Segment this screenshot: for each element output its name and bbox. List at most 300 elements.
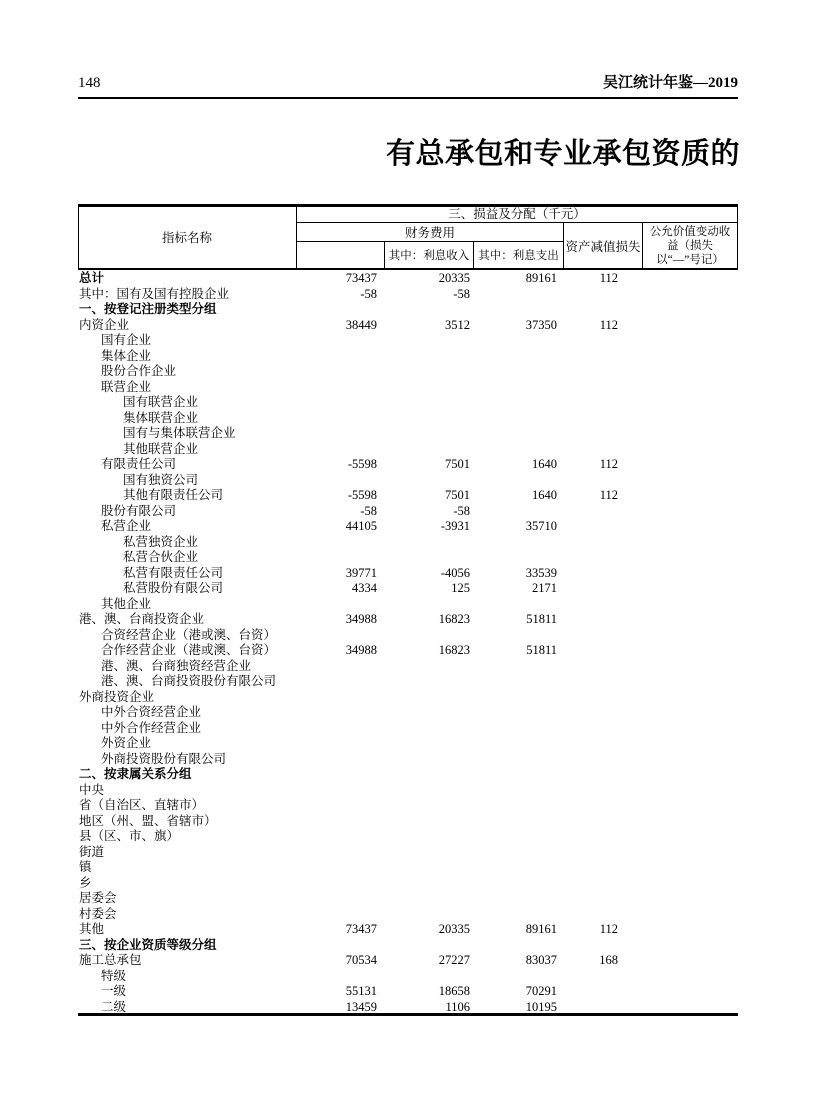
cell-asset-impairment: [563, 891, 642, 907]
cell-interest-income: [384, 938, 473, 954]
cell-asset-impairment: [563, 705, 642, 721]
table-row: [78, 411, 738, 427]
running-head-rule: [78, 97, 738, 99]
cell-interest-expense: 83037: [525, 953, 557, 967]
cell-fair-value-change: [642, 907, 738, 923]
header-line-right: [737, 204, 738, 270]
table-row: [78, 566, 738, 582]
cell-finance-expense: -58: [360, 503, 377, 518]
page-number: 148: [78, 75, 101, 91]
cell-fair-value-change: [642, 674, 738, 690]
table-row: [78, 829, 738, 845]
cell-asset-impairment: [563, 845, 642, 861]
cell-fair-value-change: [642, 287, 738, 303]
cell-interest-income: [384, 891, 473, 907]
table-row: [78, 504, 738, 520]
cell-interest-income: 20335: [438, 271, 470, 285]
cell-interest-expense: [473, 550, 563, 566]
row-label: 街道: [79, 844, 105, 859]
cell-fair-value-change: [642, 333, 738, 349]
cell-interest-income: [384, 442, 473, 458]
cell-asset-impairment: [563, 302, 642, 318]
row-label: 二、按隶属关系分组: [79, 767, 192, 781]
cell-finance-expense: [296, 674, 384, 690]
header-finance-expense: 财务费用: [404, 226, 455, 240]
cell-fair-value-change: [642, 535, 738, 551]
cell-interest-income: [384, 736, 473, 752]
header-asset-impairment: 资产减值损失: [565, 239, 641, 254]
row-label: 特级: [101, 968, 127, 983]
header-fair-value-change: 公允价值变动收益（损失以“—”号记）: [649, 225, 731, 266]
cell-finance-expense: [296, 752, 384, 768]
cell-asset-impairment: [563, 814, 642, 830]
cell-finance-expense: [296, 364, 384, 380]
cell-interest-expense: [473, 349, 563, 365]
cell-fair-value-change: [642, 318, 738, 334]
row-label: 国有企业: [101, 333, 152, 347]
cell-fair-value-change: [642, 519, 738, 535]
cell-fair-value-change: [642, 752, 738, 768]
cell-fair-value-change: [642, 829, 738, 845]
row-label: 国有独资公司: [123, 472, 199, 487]
cell-fair-value-change: [642, 395, 738, 411]
cell-fair-value-change: [642, 798, 738, 814]
cell-fair-value-change: [642, 705, 738, 721]
cell-asset-impairment: [563, 333, 642, 349]
table-row: [78, 395, 738, 411]
cell-asset-impairment: [563, 504, 642, 520]
cell-interest-income: -3931: [440, 519, 470, 533]
cell-interest-expense: [473, 628, 563, 644]
table-row: [78, 860, 738, 876]
cell-interest-income: [384, 783, 473, 799]
row-label: 省（自治区、直辖市）: [79, 798, 205, 812]
cell-interest-income: [384, 380, 473, 396]
table-row: [78, 426, 738, 442]
cell-finance-expense: [296, 891, 384, 907]
row-label: 股份合作企业: [101, 364, 177, 378]
table-row: [78, 736, 738, 752]
table-row: [78, 612, 738, 628]
cell-fair-value-change: [642, 473, 738, 489]
cell-interest-expense: 37350: [525, 317, 557, 332]
cell-interest-expense: [473, 690, 563, 706]
cell-interest-income: [384, 349, 473, 365]
row-label: 集体企业: [101, 348, 152, 363]
cell-interest-expense: [473, 798, 563, 814]
cell-asset-impairment: [563, 426, 642, 442]
cell-fair-value-change: [642, 969, 738, 985]
table-row: [78, 984, 738, 1000]
cell-asset-impairment: [563, 736, 642, 752]
cell-interest-expense: [473, 891, 563, 907]
table-row: [78, 690, 738, 706]
cell-finance-expense: [296, 628, 384, 644]
row-label: 合作经营企业（港或澳、台资）: [101, 643, 277, 657]
row-label: 中外合资经营企业: [101, 705, 202, 719]
cell-interest-expense: 33539: [525, 565, 557, 580]
cell-finance-expense: 39771: [345, 565, 377, 580]
row-label: 国有与集体联营企业: [123, 426, 236, 440]
row-label: 其他有限责任公司: [123, 488, 224, 502]
cell-interest-expense: 89161: [525, 922, 557, 936]
cell-fair-value-change: [642, 488, 738, 504]
table-row: [78, 907, 738, 923]
table-row: [78, 287, 738, 303]
cell-finance-expense: [296, 938, 384, 954]
cell-interest-expense: [473, 845, 563, 861]
cell-interest-income: [384, 473, 473, 489]
row-label: 集体联营企业: [123, 410, 199, 425]
cell-fair-value-change: [642, 814, 738, 830]
cell-fair-value-change: [642, 457, 738, 473]
table-row: [78, 891, 738, 907]
cell-interest-expense: [473, 767, 563, 783]
cell-interest-income: [384, 535, 473, 551]
cell-fair-value-change: [642, 860, 738, 876]
cell-finance-expense: -5598: [347, 457, 377, 471]
cell-fair-value-change: [642, 581, 738, 597]
cell-interest-expense: [473, 829, 563, 845]
cell-interest-income: [384, 426, 473, 442]
row-label: 一级: [101, 984, 127, 998]
running-head: [78, 74, 738, 92]
cell-interest-expense: [473, 736, 563, 752]
cell-asset-impairment: [563, 938, 642, 954]
cell-asset-impairment: 112: [599, 317, 618, 332]
cell-interest-expense: [473, 752, 563, 768]
cell-asset-impairment: [563, 581, 642, 597]
cell-interest-income: -4056: [440, 565, 470, 580]
cell-asset-impairment: [563, 876, 642, 892]
cell-finance-expense: [296, 907, 384, 923]
table-row: [78, 938, 738, 954]
cell-asset-impairment: [563, 659, 642, 675]
row-label: 私营独资企业: [123, 534, 199, 549]
row-label: 乡: [79, 875, 92, 890]
cell-interest-income: [384, 876, 473, 892]
cell-interest-expense: [473, 860, 563, 876]
cell-interest-expense: [473, 814, 563, 830]
cell-asset-impairment: [563, 380, 642, 396]
cell-interest-expense: [473, 395, 563, 411]
cell-fair-value-change: [642, 953, 738, 969]
table-row: [78, 969, 738, 985]
cell-asset-impairment: [563, 349, 642, 365]
cell-fair-value-change: [642, 736, 738, 752]
row-label: 外资企业: [101, 736, 152, 750]
cell-finance-expense: 34988: [345, 612, 377, 626]
cell-fair-value-change: [642, 783, 738, 799]
cell-fair-value-change: [642, 302, 738, 318]
row-label: 三、按企业资质等级分组: [79, 937, 217, 952]
cell-interest-income: [384, 969, 473, 985]
cell-interest-income: 27227: [438, 953, 470, 967]
row-label: 港、澳、台商独资经营企业: [101, 658, 252, 673]
cell-fair-value-change: [642, 891, 738, 907]
table-row: [78, 628, 738, 644]
cell-finance-expense: [296, 597, 384, 613]
cell-finance-expense: [296, 783, 384, 799]
cell-interest-expense: 1640: [532, 457, 557, 471]
row-label: 地区（州、盟、省辖市）: [79, 813, 217, 828]
yearbook-title: 吴江统计年鉴—2019: [602, 75, 738, 91]
cell-finance-expense: 73437: [345, 922, 377, 936]
cell-finance-expense: [296, 395, 384, 411]
cell-asset-impairment: [563, 798, 642, 814]
cell-fair-value-change: [642, 845, 738, 861]
cell-interest-income: [384, 814, 473, 830]
cell-fair-value-change: [642, 922, 738, 938]
cell-asset-impairment: [563, 566, 642, 582]
row-label: 内资企业: [79, 317, 130, 332]
table-row: [78, 876, 738, 892]
cell-interest-income: [384, 597, 473, 613]
cell-finance-expense: [296, 690, 384, 706]
cell-asset-impairment: [563, 411, 642, 427]
cell-fair-value-change: [642, 984, 738, 1000]
cell-asset-impairment: [563, 612, 642, 628]
cell-interest-income: 20335: [438, 922, 470, 936]
cell-finance-expense: [296, 349, 384, 365]
cell-finance-expense: [296, 798, 384, 814]
cell-fair-value-change: [642, 628, 738, 644]
cell-interest-income: -58: [453, 503, 470, 518]
cell-interest-income: [384, 690, 473, 706]
table-row: [78, 457, 738, 473]
table-row: [78, 333, 738, 349]
table-row: [78, 550, 738, 566]
row-label: 其中：国有及国有控股企业: [79, 286, 230, 301]
row-label: 县（区、市、旗）: [79, 829, 180, 843]
cell-interest-income: [384, 411, 473, 427]
cell-interest-income: 7501: [445, 457, 470, 471]
row-label: 有限责任公司: [101, 457, 177, 471]
table-row: [78, 783, 738, 799]
table-row: [78, 318, 738, 334]
cell-fair-value-change: [642, 876, 738, 892]
cell-interest-income: [384, 550, 473, 566]
cell-finance-expense: 55131: [345, 984, 377, 998]
cell-interest-expense: [473, 364, 563, 380]
cell-fair-value-change: [642, 426, 738, 442]
cell-finance-expense: 4334: [352, 581, 377, 595]
cell-finance-expense: [296, 380, 384, 396]
cell-asset-impairment: [563, 984, 642, 1000]
table-row: [78, 519, 738, 535]
cell-interest-expense: 1640: [532, 488, 557, 502]
cell-interest-expense: [473, 659, 563, 675]
cell-interest-income: [384, 798, 473, 814]
cell-interest-expense: [473, 442, 563, 458]
cell-finance-expense: [296, 473, 384, 489]
cell-interest-expense: [473, 426, 563, 442]
cell-asset-impairment: 168: [599, 953, 618, 967]
cell-asset-impairment: [563, 767, 642, 783]
row-label: 村委会: [79, 906, 117, 921]
table-title: 有总承包和专业承包资质的: [385, 138, 740, 170]
cell-fair-value-change: [642, 349, 738, 365]
cell-fair-value-change: [642, 271, 738, 287]
cell-interest-income: 1106: [445, 999, 470, 1014]
cell-interest-expense: [473, 907, 563, 923]
cell-interest-expense: [473, 333, 563, 349]
cell-interest-expense: [473, 705, 563, 721]
cell-asset-impairment: [563, 519, 642, 535]
cell-asset-impairment: [563, 473, 642, 489]
cell-asset-impairment: 112: [599, 488, 618, 502]
cell-finance-expense: [296, 442, 384, 458]
table-row: [78, 659, 738, 675]
cell-interest-income: [384, 659, 473, 675]
cell-interest-expense: 10195: [525, 999, 557, 1014]
header-interest-expense: 其中：利息支出: [478, 250, 559, 262]
header-interest-income: 其中：利息收入: [388, 250, 470, 262]
cell-asset-impairment: [563, 783, 642, 799]
cell-finance-expense: [296, 550, 384, 566]
cell-interest-expense: [473, 504, 563, 520]
cell-interest-expense: [473, 876, 563, 892]
cell-interest-income: [384, 364, 473, 380]
table-row: [78, 814, 738, 830]
cell-asset-impairment: [563, 674, 642, 690]
row-label: 港、澳、台商投资股份有限公司: [101, 674, 277, 688]
cell-interest-expense: [473, 721, 563, 737]
cell-finance-expense: [296, 721, 384, 737]
cell-interest-income: [384, 302, 473, 318]
table-row: [78, 271, 738, 287]
cell-interest-expense: [473, 287, 563, 303]
row-label: 合资经营企业（港或澳、台资）: [101, 627, 277, 642]
cell-interest-expense: 70291: [525, 984, 557, 998]
cell-interest-income: [384, 829, 473, 845]
row-label: 中央: [79, 782, 105, 797]
table-row: [78, 302, 738, 318]
cell-interest-income: [384, 628, 473, 644]
table-row: [78, 597, 738, 613]
cell-fair-value-change: [642, 411, 738, 427]
row-label: 外商投资股份有限公司: [101, 751, 227, 766]
cell-asset-impairment: [563, 395, 642, 411]
cell-interest-expense: 51811: [526, 643, 557, 657]
cell-asset-impairment: [563, 721, 642, 737]
table-row: [78, 752, 738, 768]
table-row: [78, 705, 738, 721]
row-label: 私营合伙企业: [123, 550, 199, 564]
cell-interest-expense: [473, 938, 563, 954]
table-row: [78, 674, 738, 690]
cell-interest-expense: 35710: [525, 519, 557, 533]
cell-interest-income: [384, 333, 473, 349]
cell-interest-expense: [473, 674, 563, 690]
cell-finance-expense: [296, 829, 384, 845]
cell-asset-impairment: [563, 690, 642, 706]
cell-interest-income: [384, 752, 473, 768]
cell-interest-income: 16823: [438, 643, 470, 657]
cell-finance-expense: -5598: [347, 488, 377, 502]
cell-finance-expense: [296, 736, 384, 752]
row-label: 其他: [79, 922, 105, 936]
row-label: 镇: [79, 860, 92, 874]
cell-fair-value-change: [642, 550, 738, 566]
cell-asset-impairment: 112: [599, 922, 618, 936]
row-label: 私营有限责任公司: [123, 565, 224, 580]
cell-interest-expense: 51811: [526, 612, 557, 626]
cell-finance-expense: [296, 814, 384, 830]
row-label: 其他联营企业: [123, 441, 199, 456]
cell-interest-income: 7501: [445, 488, 470, 502]
cell-interest-income: [384, 705, 473, 721]
cell-interest-expense: [473, 473, 563, 489]
table-row: [78, 922, 738, 938]
table-row: [78, 845, 738, 861]
row-label: 私营企业: [101, 519, 152, 533]
table-body: [78, 271, 738, 1015]
cell-finance-expense: [296, 333, 384, 349]
cell-interest-income: 18658: [438, 984, 470, 998]
table-header: [78, 204, 738, 270]
cell-finance-expense: 38449: [345, 317, 377, 332]
cell-fair-value-change: [642, 767, 738, 783]
row-label: 居委会: [79, 891, 117, 905]
cell-interest-income: 3512: [445, 317, 470, 332]
row-label: 私营股份有限公司: [123, 581, 224, 595]
cell-interest-income: [384, 860, 473, 876]
table-row: [78, 798, 738, 814]
row-label: 国有联营企业: [123, 395, 199, 409]
cell-finance-expense: [296, 860, 384, 876]
cell-finance-expense: 34988: [345, 643, 377, 657]
table-row: [78, 364, 738, 380]
cell-interest-expense: 2171: [532, 581, 557, 595]
cell-finance-expense: [296, 969, 384, 985]
cell-asset-impairment: [563, 752, 642, 768]
table-row: [78, 581, 738, 597]
header-indicator-name: 指标名称: [161, 231, 212, 245]
cell-asset-impairment: [563, 860, 642, 876]
cell-finance-expense: [296, 705, 384, 721]
cell-asset-impairment: [563, 287, 642, 303]
cell-fair-value-change: [642, 938, 738, 954]
row-label: 二级: [101, 999, 127, 1014]
cell-fair-value-change: [642, 643, 738, 659]
cell-finance-expense: [296, 411, 384, 427]
cell-fair-value-change: [642, 721, 738, 737]
table-row: [78, 349, 738, 365]
table-row: [78, 643, 738, 659]
cell-finance-expense: 73437: [345, 271, 377, 285]
table-rule-bottom: [78, 1013, 738, 1016]
cell-asset-impairment: [563, 597, 642, 613]
cell-interest-income: -58: [453, 286, 470, 301]
cell-fair-value-change: [642, 364, 738, 380]
cell-asset-impairment: [563, 364, 642, 380]
table-row: [78, 380, 738, 396]
cell-interest-income: 16823: [438, 612, 470, 626]
header-group-profit-distribution: 三、损益及分配（千元）: [448, 207, 586, 221]
table-row: [78, 721, 738, 737]
cell-asset-impairment: [563, 535, 642, 551]
row-label: 股份有限公司: [101, 503, 177, 518]
cell-interest-income: [384, 845, 473, 861]
cell-finance-expense: [296, 659, 384, 675]
cell-finance-expense: 13459: [345, 999, 377, 1014]
cell-finance-expense: 70534: [345, 953, 377, 967]
cell-fair-value-change: [642, 380, 738, 396]
row-label: 外商投资企业: [79, 689, 155, 704]
cell-asset-impairment: [563, 829, 642, 845]
cell-finance-expense: [296, 876, 384, 892]
